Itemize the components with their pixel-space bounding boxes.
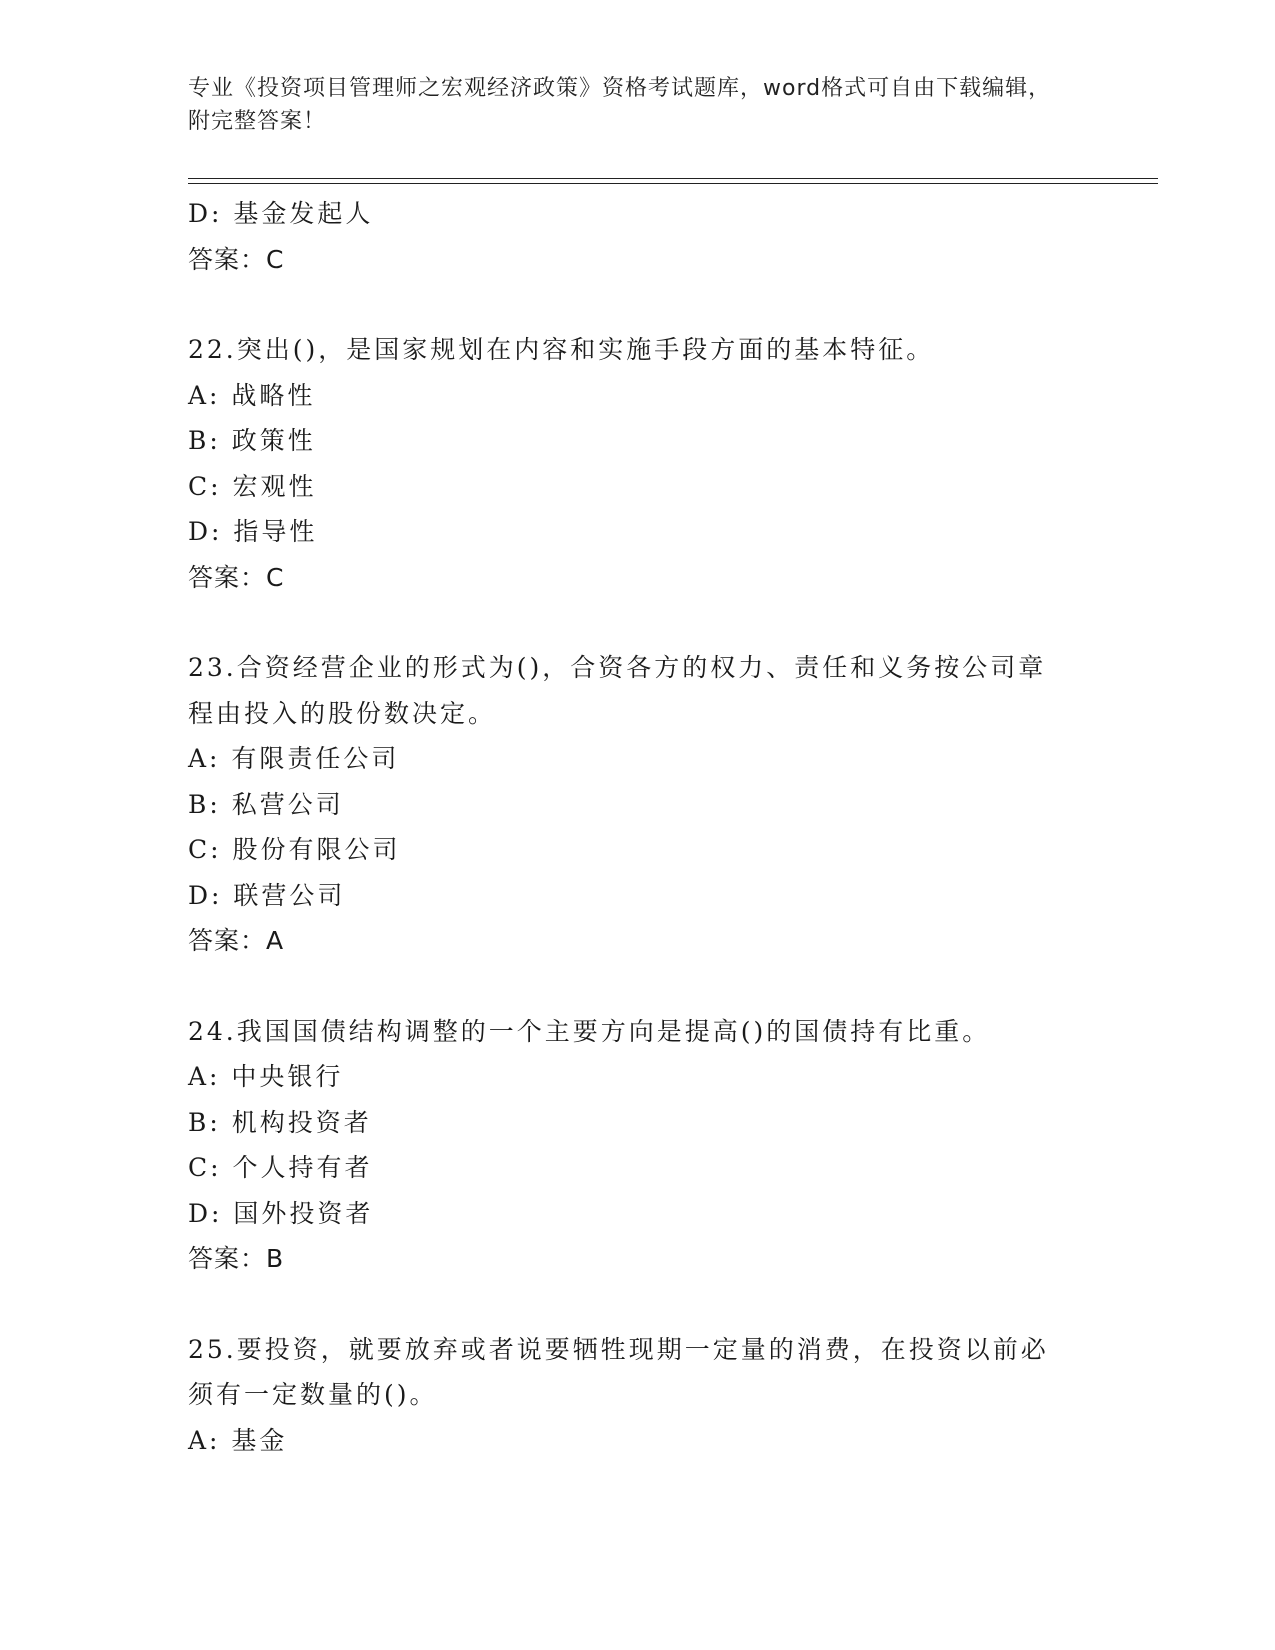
answer-line: 答案：C — [188, 562, 285, 592]
option-b: B: 私营公司 — [188, 789, 344, 819]
answer-line: 答案：B — [188, 1244, 285, 1273]
question-list — [188, 191, 1088, 1463]
option-d: D: 指导性 — [188, 517, 318, 546]
answer-line: 答案：C — [188, 244, 285, 274]
option-a: A: 有限责任公司 — [188, 744, 400, 773]
question-24 — [188, 1009, 1088, 1282]
header-divider-top — [188, 178, 1158, 179]
question-23 — [188, 645, 1088, 964]
option-a: A: 基金 — [188, 1425, 288, 1455]
option-c: C: 宏观性 — [188, 471, 317, 501]
option-b: B: 政策性 — [188, 426, 316, 455]
question-stem: 24.我国国债结构调整的一个主要方向是提高()的国债持有比重。 — [188, 1016, 991, 1046]
question-stem: 25.要投资，就要放弃或者说要牺牲现期一定量的消费，在投资以前必须有一定数量的()。 — [188, 1334, 1049, 1409]
option-c: C: 股份有限公司 — [188, 835, 401, 864]
option-a: A: 中央银行 — [188, 1062, 344, 1091]
document-header: 专业《投资项目管理师之宏观经济政策》资格考试题库，word格式可自由下载编辑，附完整答案！ — [188, 76, 1052, 134]
question-stem: 23.合资经营企业的形式为()，合资各方的权力、责任和义务按公司章程由投入的股份数决定。 — [188, 653, 1047, 728]
option-d: D: 国外投资者 — [188, 1198, 374, 1228]
option-a: A: 战略性 — [188, 380, 316, 410]
header-divider-bottom — [188, 183, 1158, 184]
question-stem: 22.突出()，是国家规划在内容和实施手段方面的基本特征。 — [188, 335, 935, 364]
option-c: C: 个人持有者 — [188, 1153, 373, 1182]
option-d: D: 基金发起人 — [188, 199, 374, 228]
option-d: D: 联营公司 — [188, 880, 346, 910]
question-25 — [188, 1327, 1088, 1464]
option-b: B: 机构投资者 — [188, 1107, 372, 1137]
question-22 — [188, 327, 1088, 600]
answer-line: 答案：A — [188, 926, 285, 955]
